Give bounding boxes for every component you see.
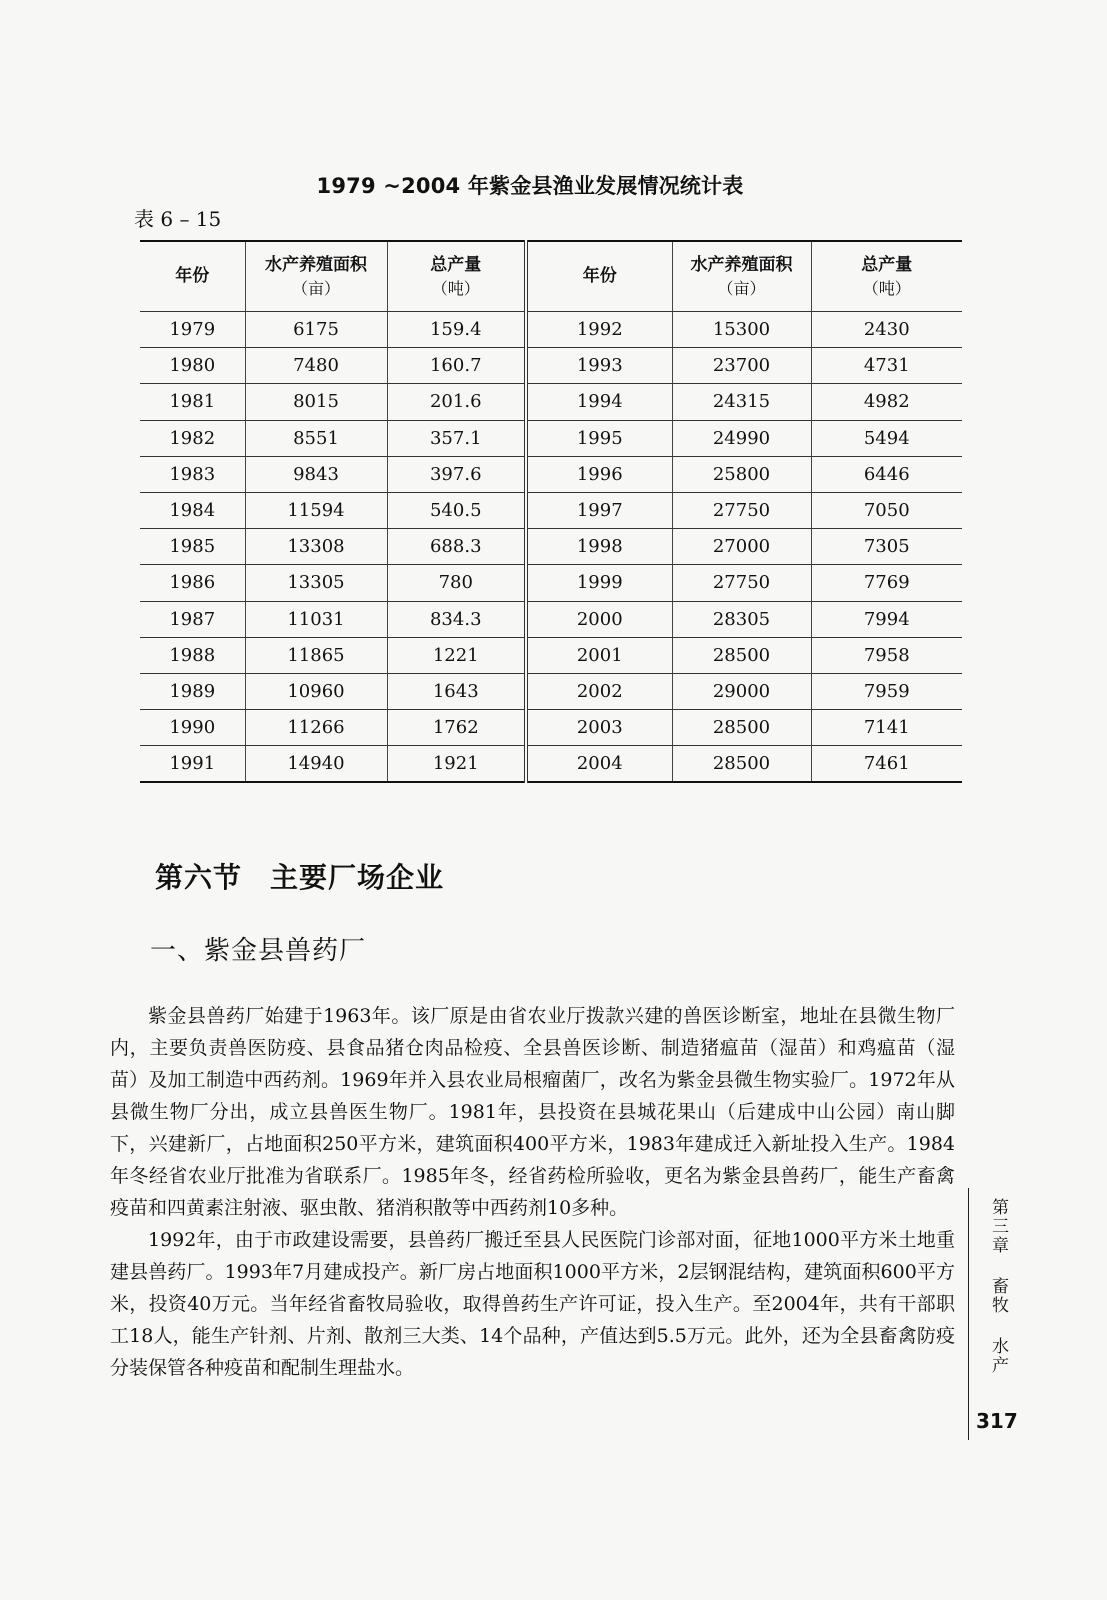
cell-area: 13308 [245, 529, 387, 565]
cell-area: 27750 [672, 565, 811, 601]
table-row [140, 746, 962, 783]
cell-area: 7480 [245, 348, 387, 384]
cell-output: 4731 [811, 348, 962, 384]
cell-year: 1989 [140, 673, 245, 709]
cell-output: 1921 [387, 746, 526, 783]
fishery-statistics-table [140, 240, 962, 783]
section-number: 第六节 [155, 861, 243, 894]
header-area-left [245, 241, 387, 312]
table-row [140, 565, 962, 601]
body-text [110, 1000, 955, 1384]
cell-year: 1985 [140, 529, 245, 565]
page-number: 317 [976, 1409, 1018, 1433]
table-row [140, 348, 962, 384]
cell-output: 201.6 [387, 384, 526, 420]
cell-output: 7958 [811, 637, 962, 673]
table-row [140, 710, 962, 746]
table-number: 表 6 – 15 [134, 207, 222, 231]
cell-year: 1999 [526, 565, 672, 601]
section-heading [155, 856, 444, 896]
cell-area: 23700 [672, 348, 811, 384]
cell-year: 1993 [526, 348, 672, 384]
statistics-table [140, 240, 962, 783]
header-year-left: 年份 [140, 241, 245, 312]
header-area-label: 水产养殖面积 [690, 254, 793, 275]
cell-area: 28500 [672, 710, 811, 746]
cell-output: 4982 [811, 384, 962, 420]
cell-output: 540.5 [387, 492, 526, 528]
cell-year: 2000 [526, 601, 672, 637]
cell-output: 160.7 [387, 348, 526, 384]
cell-area: 14940 [245, 746, 387, 783]
table-row [140, 673, 962, 709]
table-row [140, 384, 962, 420]
cell-area: 11031 [245, 601, 387, 637]
cell-output: 7050 [811, 492, 962, 528]
header-area-unit: （亩） [717, 279, 766, 299]
cell-output: 159.4 [387, 312, 526, 348]
table-header-row [140, 241, 962, 312]
cell-area: 10960 [245, 673, 387, 709]
cell-year: 1996 [526, 456, 672, 492]
paragraph: 1992年，由于市政建设需要，县兽药厂搬迁至县人民医院门诊部对面，征地1000平方米土地重建县兽药厂。1993年7月建成投产。新厂房占地面积1000平方米，2层钢混结构，建筑面积600平方米，投资40万元。当年经省畜牧局验收，取得兽药生产许可证，投入生产。至2004年，共有干部职工18人，能生产针剂、片剂、散剂三大类、14个品种，产值达到5.5万元。此外，还为全县畜禽防疫分装保管各种疫苗和配制生理盐水。 [110, 1229, 955, 1379]
cell-output: 780 [387, 565, 526, 601]
cell-output: 1643 [387, 673, 526, 709]
cell-output: 1221 [387, 637, 526, 673]
cell-year: 2002 [526, 673, 672, 709]
cell-output: 7959 [811, 673, 962, 709]
table-row [140, 456, 962, 492]
table-row [140, 529, 962, 565]
cell-year: 1987 [140, 601, 245, 637]
cell-year: 1991 [140, 746, 245, 783]
cell-area: 28500 [672, 637, 811, 673]
cell-area: 11865 [245, 637, 387, 673]
cell-year: 1979 [140, 312, 245, 348]
cell-area: 15300 [672, 312, 811, 348]
cell-area: 11594 [245, 492, 387, 528]
paragraph: 紫金县兽药厂始建于1963年。该厂原是由省农业厅拨款兴建的兽医诊断室，地址在县微生物厂内，主要负责兽医防疫、县食品猪仓肉品检疫、全县兽医诊断、制造猪瘟苗（湿苗）和鸡瘟苗（湿苗）及加工制造中西药剂。1969年并入县农业局根瘤菌厂，改名为紫金县微生物实验厂。1972年从县微生物厂分出，成立县兽医生物厂。1981年，县投资在县城花果山（后建成中山公园）南山脚下，兴建新厂，占地面积250平方米，建筑面积400平方米，1983年建成迁入新址投入生产。1984年冬经省农业厅批准为省联系厂。1985年冬，经省药检所验收，更名为紫金县兽药厂，能生产畜禽疫苗和四黄素注射液、驱虫散、猪消积散等中西药剂10多种。 [110, 1005, 955, 1219]
cell-year: 1983 [140, 456, 245, 492]
cell-year: 1984 [140, 492, 245, 528]
cell-output: 357.1 [387, 420, 526, 456]
header-output-unit: （吨） [431, 279, 480, 299]
cell-output: 7769 [811, 565, 962, 601]
cell-year: 1980 [140, 348, 245, 384]
header-year-right: 年份 [526, 241, 672, 312]
chapter-side-label: 第三章 畜牧 水产 [988, 1198, 1008, 1375]
cell-year: 1981 [140, 384, 245, 420]
header-area-right [672, 241, 811, 312]
cell-year: 1990 [140, 710, 245, 746]
cell-output: 1762 [387, 710, 526, 746]
cell-year: 1986 [140, 565, 245, 601]
cell-area: 13305 [245, 565, 387, 601]
cell-area: 27000 [672, 529, 811, 565]
header-output-label: 总产量 [861, 254, 913, 275]
cell-area: 8015 [245, 384, 387, 420]
cell-year: 2004 [526, 746, 672, 783]
cell-year: 1995 [526, 420, 672, 456]
cell-year: 1997 [526, 492, 672, 528]
cell-output: 7994 [811, 601, 962, 637]
cell-year: 1992 [526, 312, 672, 348]
table-title: 1979 ~2004 年紫金县渔业发展情况统计表 [316, 174, 744, 198]
table-row [140, 420, 962, 456]
cell-output: 7461 [811, 746, 962, 783]
cell-year: 1982 [140, 420, 245, 456]
cell-year: 1994 [526, 384, 672, 420]
cell-output: 688.3 [387, 529, 526, 565]
table-row [140, 312, 962, 348]
cell-area: 29000 [672, 673, 811, 709]
cell-output: 397.6 [387, 456, 526, 492]
header-area-unit: （亩） [291, 279, 340, 299]
section-title: 主要厂场企业 [270, 861, 445, 894]
cell-year: 1988 [140, 637, 245, 673]
subsection-heading: 一、紫金县兽药厂 [150, 936, 367, 966]
table-row [140, 601, 962, 637]
cell-output: 7305 [811, 529, 962, 565]
header-output-label: 总产量 [430, 254, 482, 275]
header-output-unit: （吨） [862, 279, 911, 299]
header-area-label: 水产养殖面积 [265, 254, 367, 275]
header-output-right [811, 241, 962, 312]
cell-area: 25800 [672, 456, 811, 492]
cell-area: 6175 [245, 312, 387, 348]
cell-area: 24990 [672, 420, 811, 456]
cell-output: 7141 [811, 710, 962, 746]
cell-area: 27750 [672, 492, 811, 528]
cell-area: 8551 [245, 420, 387, 456]
cell-area: 24315 [672, 384, 811, 420]
cell-year: 2001 [526, 637, 672, 673]
cell-year: 2003 [526, 710, 672, 746]
table-row [140, 492, 962, 528]
cell-area: 28500 [672, 746, 811, 783]
cell-output: 2430 [811, 312, 962, 348]
cell-output: 834.3 [387, 601, 526, 637]
cell-year: 1998 [526, 529, 672, 565]
chapter-side-rule [968, 1188, 969, 1440]
cell-area: 11266 [245, 710, 387, 746]
cell-output: 5494 [811, 420, 962, 456]
cell-output: 6446 [811, 456, 962, 492]
cell-area: 28305 [672, 601, 811, 637]
table-row [140, 637, 962, 673]
header-output-left [387, 241, 526, 312]
cell-area: 9843 [245, 456, 387, 492]
